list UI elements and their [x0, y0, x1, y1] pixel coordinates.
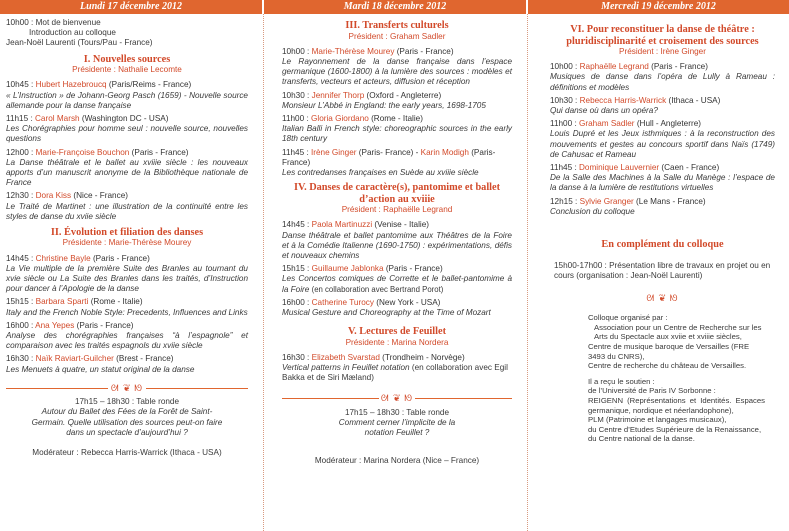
talk-entry: 11h00 : Gloria Giordano (Rome - Italie) Italian Balli in French style: choreographic sources in the early 18th century [282, 113, 512, 144]
talk-entry: 16h00 : Catherine Turocy (New York - USA) Musical Gesture and Choreography at the Time of Mozart [282, 298, 512, 318]
talk-entry: 15h15 : Guillaume Jablonka (Paris - France) Les Concertos comiques de Corrette et le ballet-pantomime à la Foire (en collaboration avec Bertrand Porot) [282, 264, 512, 294]
day-header: Mardi 18 décembre 2012 [264, 0, 526, 14]
speaker-name: Graham Sadler [579, 119, 635, 129]
session-president: Présidente : Nathalie Lecomte [72, 65, 182, 75]
talk-title: Le Rayonnement de la danse française dans l’espace germanique (1600-1800) à la lumière des sources : modèles et transferts, vecteurs et acteurs, diffusion et réception [282, 56, 512, 87]
talk-entry: 10h30 : Rebecca Harris-Warrick (Ithaca - USA) Qui danse où dans un opéra? [550, 96, 775, 116]
talk-title: Conclusion du colloque [550, 206, 635, 216]
session-president: Président : Raphaëlle Legrand [341, 205, 453, 215]
talk-title: Italy and the French Noble Style: Precedents, Influences and Links [6, 307, 248, 317]
section-title: V. Lectures de Feuillet [348, 326, 446, 338]
ornament-flourish-icon: ᘛ ❦ ᘚ [6, 383, 248, 393]
column-wednesday [528, 0, 789, 531]
organizers: Colloque organisé par : Association pour un Centre de Recherche sur les Arts du Spectacle aux xviie et xviiie siècles, Centre de musique baroque de Versailles (FRE 3493 du CNRS), Centre de recherche du château de Versailles. Il a reçu le soutien : de l’Université de Paris IV Sorbonne : REIGENN (Représentations et Identités. Espaces germanique, nordique et néerlandophone), PLM (Patrimoine et langages musicaux), du Centre d’Etudes Supérieure de la Renaissance, du Centre national de la danse. [588, 313, 765, 444]
talk-title: Vertical patterns in Feuillet notation (en collaboration avec Egil Bakka et de Siri Mæland) [282, 363, 508, 383]
ornament-flourish-icon: ᘛ ❦ ᘚ [282, 393, 512, 403]
talk-entry: 11h45 : Irène Ginger (Paris- France) - Karin Modigh (Paris- France) Les contredanses françaises en Suède au xviiie siècle [282, 148, 512, 179]
ornament-flourish-icon: ᘛ ❦ ᘚ [646, 292, 679, 303]
talk-title: Italian Balli in French style: choreographic sources in the early 18th century [282, 124, 512, 144]
talk-entry: 12h00 : Marie-Françoise Bouchon (Paris - France) La Danse théâtrale et le ballet au xviiie siècle : les nouveaux apports d’un manuscrit anonyme de la Bibliothèque nationale de France [6, 147, 248, 188]
column-tuesday [264, 0, 526, 531]
talk-title: Musical Gesture and Choreography at the Time of Mozart [282, 307, 491, 317]
speaker-name: Naïk Raviart-Guilcher [35, 354, 114, 364]
speaker-name: Carol Marsh [35, 113, 80, 123]
speaker-name: Marie-Thérèse Mourey [311, 46, 395, 56]
talk-title: Analyse des chorégraphies françaises “à l’espagnole” et comparaison avec les traités espagnols du xviie siècle [6, 331, 248, 351]
session-president: Président : Graham Sadler [348, 31, 446, 41]
talk-title: Monsieur L’Abbé in England: the early years, 1698-1705 [282, 100, 486, 110]
session-president: Président : Irène Ginger [619, 47, 706, 56]
round-table: 17h15 – 18h30 : Table ronde Comment cerner l’implicite de la notation Feuillet ? Modérateur : Marina Nordera (Nice – France) [314, 407, 480, 466]
speaker-name: Guillaume Jablonka [311, 264, 384, 274]
talk-title: Qui danse où dans un opéra? [550, 106, 658, 116]
speaker-name: Elizabeth Svarstad [311, 352, 380, 362]
speaker-name: Raphaëlle Legrand [579, 62, 649, 72]
speaker-name: Hubert Hazebroucq [35, 80, 107, 90]
talk-entry: 11h00 : Graham Sadler (Hull - Angleterre) Louis Dupré et les Jeux isthmiques : à la reconstruction des mouvements et gestes au concours sportif dans Naïs (1749) de Cahusac et Rameau [550, 119, 775, 159]
talk-title: Les contredanses françaises en Suède au xviiie siècle [282, 167, 479, 177]
speaker-name: Paola Martinuzzi [311, 220, 373, 230]
talk-entry: 16h00 : Ana Yepes (Paris - France) Analyse des chorégraphies françaises “à l’espagnole” et comparaison avec les traités espagnols du xviie siècle [6, 320, 248, 351]
talk-title: Les Concertos comiques de Corrette et le ballet-pantomime à la Foire (en collaboration avec Bertrand Porot) [282, 274, 512, 294]
section-title: IV. Danses de caractère(s), pantomime et ballet d’action au xviiie [293, 182, 501, 205]
talk-entry: 16h30 : Elizabeth Svarstad (Trondheim - Norvège) Vertical patterns in Feuillet notation (en collaboration avec Egil Bakka et de Siri Mæland) [282, 353, 512, 384]
speaker-name: Dora Kiss [35, 191, 72, 201]
section-title: En complément du colloque [601, 239, 724, 251]
speaker-name: Irène Ginger [311, 147, 357, 157]
speaker-name: Sylvie Granger [579, 196, 634, 206]
talk-entry: 11h45 : Dominique Lauvernier (Caen - France) De la Salle des Machines à la Salle du Manège : l’espace de la danse à la lumière de restitutions virtuelles [550, 163, 775, 193]
day-header: Lundi 17 décembre 2012 [0, 0, 262, 14]
talk-title: La Vie multiple de la première Suite des Branles au tournant du xvie siècle ou La Suite des Branles dans les traités, d’Instruction pour dancer à l’Apologie de la danse [6, 263, 248, 294]
talk-entry: 15h15 : Barbara Sparti (Rome - Italie) Italy and the French Noble Style: Precedents, Influences and Links [6, 297, 248, 317]
talk-entry: 10h45 : Hubert Hazebroucq (Paris/Reims - France) « L’Instruction » de Johann-Georg Pasch (1659) - Nouvelle source allemande pour la danse française [6, 80, 248, 110]
talk-title: Les Menuets à quatre, un statut original de la danse [6, 364, 195, 374]
section-title: I. Nouvelles sources [83, 53, 171, 65]
speaker-name: Jennifer Thorp [311, 90, 365, 100]
extra-text: 15h00-17h00 : Présentation libre de travaux en projet ou en cours (organisation : Jean-Noël Laurenti) [554, 260, 771, 280]
talk-entry: 10h00 : Marie-Thérèse Mourey (Paris - France) Le Rayonnement de la danse française dans l’espace germanique (1600-1800) à la lumière des sources : modèles et transferts, vecteurs et acteurs, diffusion et réception [282, 46, 512, 87]
talk-entry: 11h15 : Carol Marsh (Washington DC - USA) Les Chorégraphies pour homme seul : nouvelle source, nouvelles questions [6, 113, 248, 144]
speaker-name: Karin Modigh [420, 147, 469, 157]
speaker-name: Barbara Sparti [35, 297, 89, 307]
talk-title: De la Salle des Machines à la Salle du Manège : l’espace de la danse à la lumière de restitutions virtuelles [550, 173, 775, 193]
talk-entry: 16h30 : Naïk Raviart-Guilcher (Brest - France) Les Menuets à quatre, un statut original de la danse [6, 354, 248, 374]
talk-title: « L’Instruction » de Johann-Georg Pasch (1659) - Nouvelle source allemande pour la danse française [6, 90, 248, 110]
speaker-name: Dominique Lauvernier [579, 163, 660, 173]
column-monday [0, 0, 262, 531]
speaker-name: Christine Bayle [35, 253, 91, 263]
speaker-name: Catherine Turocy [311, 297, 374, 307]
talk-entry: 10h00 : Raphaëlle Legrand (Paris - France) Musiques de danse dans l’opéra de Lully à Rameau : définitions et modèles [550, 62, 775, 92]
section-title: VI. Pour reconstituer la danse de théâtre : pluridisciplinarité et croisement des sources [566, 24, 759, 47]
day-header: Mercredi 19 décembre 2012 [528, 0, 789, 14]
session-president: Présidente : Marie-Thérèse Mourey [62, 238, 192, 248]
talk-entry: 12h30 : Dora Kiss (Nice - France) Le Traité de Martinet : une illustration de la continuité entre les styles de danse du xviie siècle [6, 191, 248, 221]
speaker-name: Rebecca Harris-Warrick [579, 95, 667, 105]
talk-title: Les Chorégraphies pour homme seul : nouvelle source, nouvelles questions [6, 124, 248, 144]
section-title: II. Évolution et filiation des danses [50, 226, 204, 238]
round-table: 17h15 – 18h30 : Table ronde Autour du Ballet des Fées de la Forêt de Saint-Germain. Quelle utilisation des sources peut-on faire dans un spectacle d’aujourd’hui ? Modérateur : Rebecca Harris-Warrick (Ithaca - USA) [31, 397, 223, 457]
talk-entry: 12h15 : Sylvie Granger (Le Mans - France) Conclusion du colloque [550, 197, 775, 217]
talk-title: La Danse théâtrale et le ballet au xviiie siècle : les nouveaux apports d’un manuscrit anonyme de la Bibliothèque nationale de France [6, 157, 248, 188]
speaker-name: Gloria Giordano [311, 113, 369, 123]
session-president: Présidente : Marina Nordera [345, 337, 449, 347]
opening: 10h00 : Mot de bienvenue Introduction au colloque Jean-Noël Laurenti (Tours/Pau - France) [6, 18, 153, 48]
speaker-name: Marie-Françoise Bouchon [35, 147, 130, 157]
talk-title: Musiques de danse dans l’opéra de Lully à Rameau : définitions et modèles [550, 72, 775, 92]
section-title: III. Transferts culturels [345, 20, 449, 31]
talk-entry: 14h45 : Christine Bayle (Paris - France) La Vie multiple de la première Suite des Branles au tournant du xvie siècle ou La Suite des Branles dans les traités, d’Instruction pour dancer à l’Apologie de la danse [6, 253, 248, 294]
talk-title: Le Traité de Martinet : une illustration de la continuité entre les styles de danse du xviie siècle [6, 201, 248, 221]
talk-title: Danse théâtrale et ballet pantomime aux Théâtres de la Foire et à la Comédie Italienne (1690-1750) : expérimentations, défis et nouveaux chemins [282, 230, 512, 260]
talk-title: Louis Dupré et les Jeux isthmiques : à la reconstruction des mouvements et gestes au concours sportif dans Naïs (1749) de Cahusac et Rameau [550, 129, 775, 159]
talk-entry: 14h45 : Paola Martinuzzi (Venise - Italie) Danse théâtrale et ballet pantomime aux Théâtres de la Foire et à la Comédie Italienne (1690-1750) : expérimentations, défis et nouveaux chemins [282, 220, 512, 260]
talk-entry: 10h30 : Jennifer Thorp (Oxford - Angleterre) Monsieur L’Abbé in England: the early years, 1698-1705 [282, 91, 512, 111]
speaker-name: Ana Yepes [35, 320, 75, 330]
